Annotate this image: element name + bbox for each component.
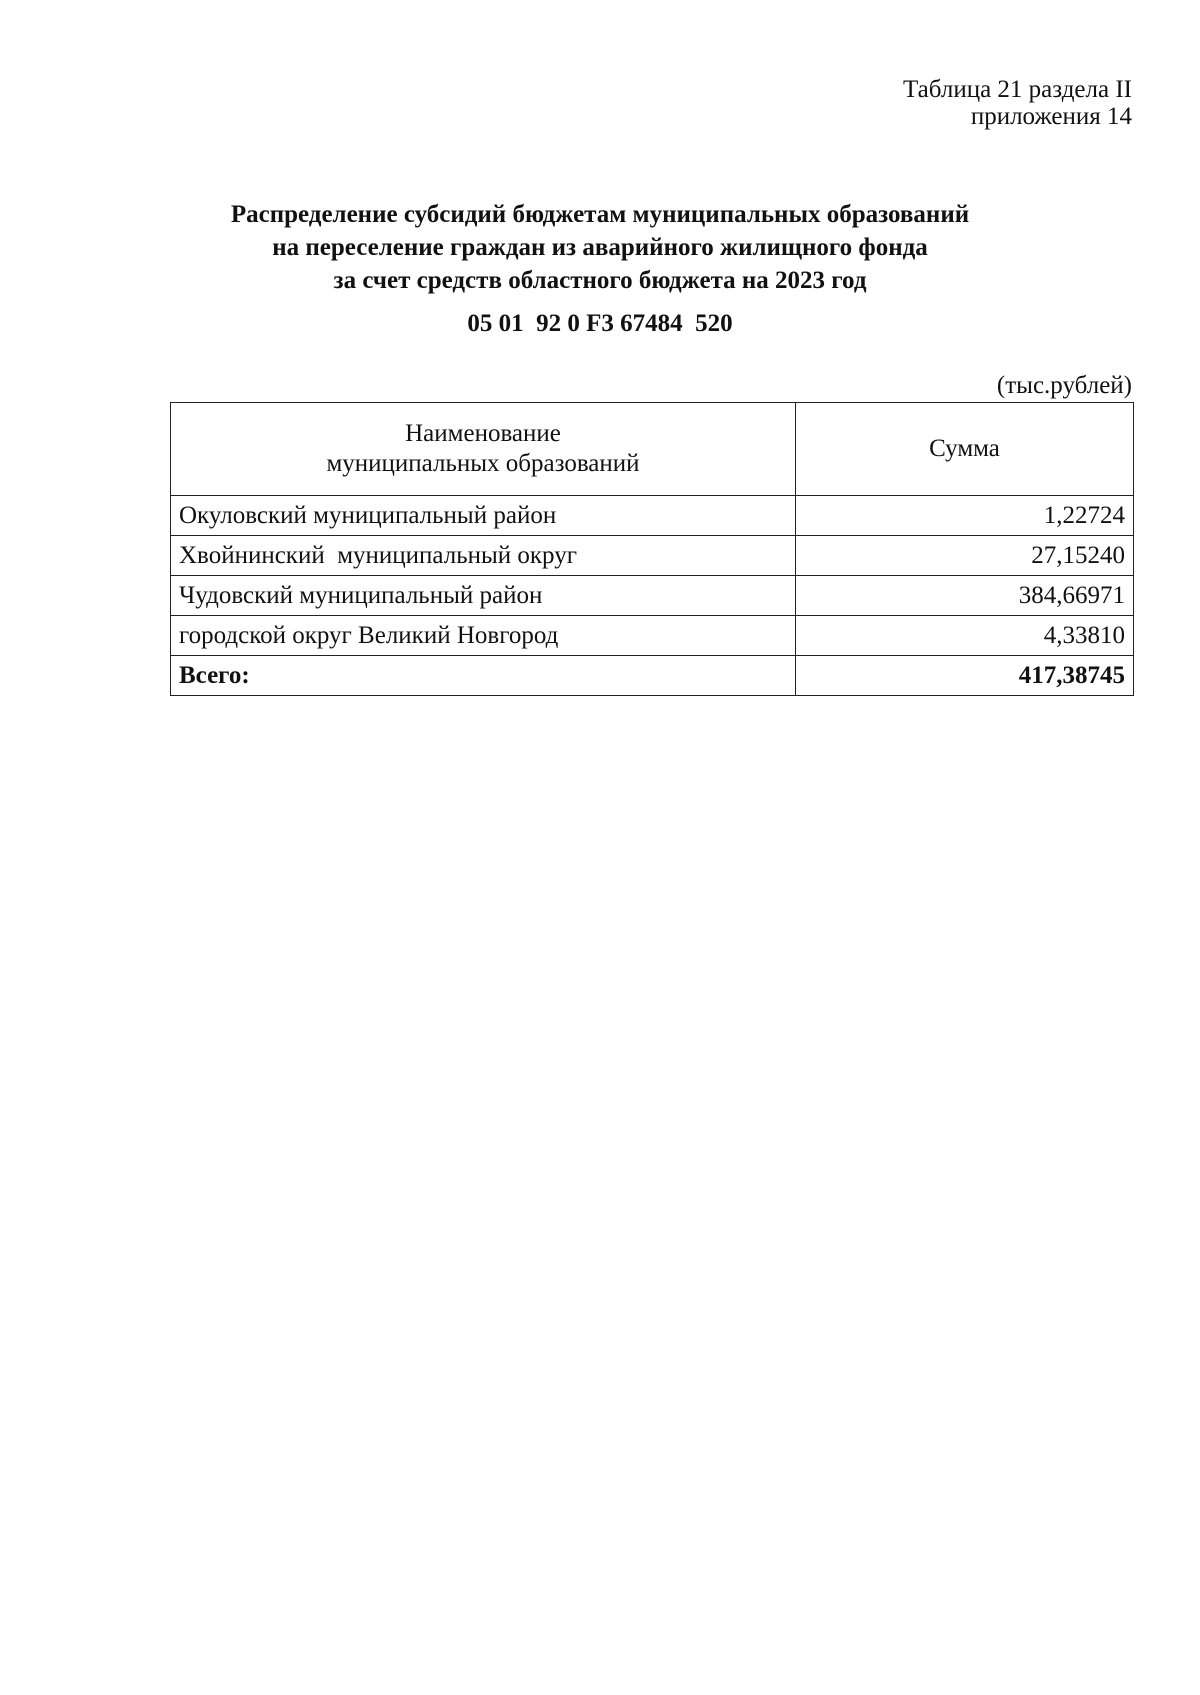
budget-classification-code: 05 01 92 0 F3 67484 520 [467, 310, 733, 337]
subsidy-amount: 4,33810 [796, 616, 1134, 656]
units-label: (тыс.рублей) [996, 372, 1132, 399]
annex-line-2: приложения 14 [970, 103, 1132, 130]
subsidy-amount: 27,15240 [796, 536, 1134, 576]
allocation-table [170, 402, 1134, 696]
total-row [171, 656, 1134, 696]
table-row [171, 496, 1134, 536]
table-header-row [171, 403, 1134, 496]
document-title [150, 198, 1050, 297]
table-row [171, 616, 1134, 656]
municipality-name: Окуловский муниципальный район [171, 496, 796, 536]
total-label: Всего: [171, 656, 796, 696]
municipality-name: городской округ Великий Новгород [171, 616, 796, 656]
header-name-line-2: муниципальных образований [326, 450, 640, 477]
subsidy-amount: 1,22724 [796, 496, 1134, 536]
title-line-1: Распределение субсидий бюджетам муниципальных образований [230, 201, 970, 228]
municipality-name: Чудовский муниципальный район [171, 576, 796, 616]
table-row [171, 536, 1134, 576]
subsidy-amount: 384,66971 [796, 576, 1134, 616]
title-line-2: на переселение граждан из аварийного жилищного фонда [272, 234, 928, 261]
annex-line-1: Таблица 21 раздела II [903, 76, 1132, 103]
header-name-cell [171, 403, 796, 496]
municipality-name: Хвойнинский муниципальный округ [171, 536, 796, 576]
title-line-3: за счет средств областного бюджета на 2023 год [333, 267, 867, 294]
table-row [171, 576, 1134, 616]
header-name-line-1: Наименование [405, 420, 561, 447]
header-sum-cell: Сумма [796, 403, 1134, 496]
total-amount: 417,38745 [796, 656, 1134, 696]
annex-reference [903, 76, 1132, 130]
